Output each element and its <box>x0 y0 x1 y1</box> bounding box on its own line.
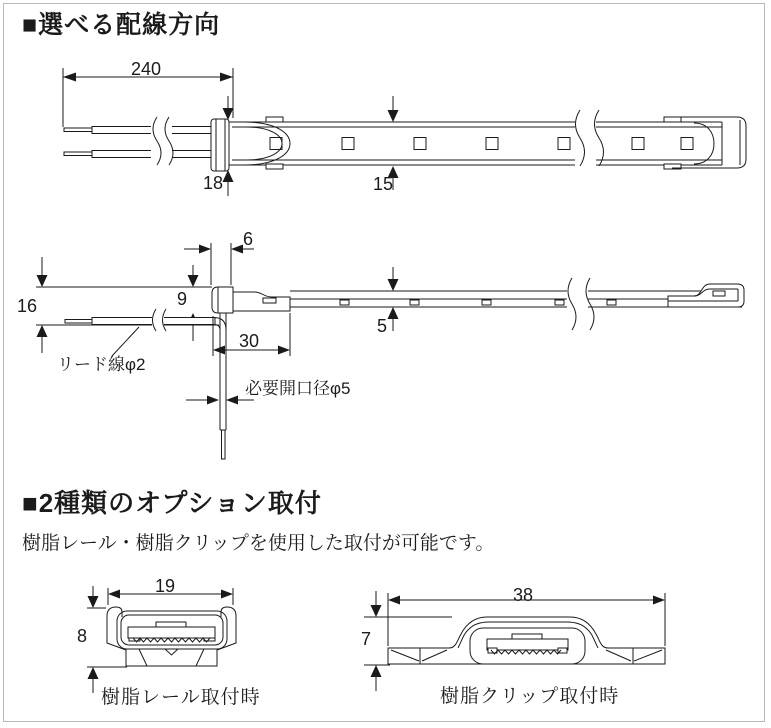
opening-label: 必要開口径φ5 <box>245 379 351 398</box>
connector-side-view <box>212 287 290 313</box>
dim-9-label: 9 <box>177 289 188 309</box>
section-heading-options: ■2種類のオプション取付 <box>22 488 322 518</box>
dim-30-label: 30 <box>239 331 260 351</box>
lead-wire-side-view <box>65 309 226 459</box>
led-strip-top-view <box>229 110 746 175</box>
end-cap-side-view <box>668 284 744 307</box>
side-view-drawing <box>36 243 744 459</box>
dim-9-lines <box>188 265 199 341</box>
led-chips-top-view <box>270 138 693 150</box>
section-heading-wiring: ■選べる配線方向 <box>22 11 221 39</box>
lead-wire-leader-line <box>112 327 139 356</box>
mounting-tabs-top-view <box>266 117 681 169</box>
top-view-drawing <box>63 68 746 196</box>
clip-caption: 樹脂クリップ取付時 <box>440 686 620 707</box>
lead-wire-label: リード線φ2 <box>57 355 146 374</box>
dim-8-label: 8 <box>77 626 88 646</box>
rail-profile <box>107 607 236 666</box>
rail-cross-section <box>87 586 236 693</box>
dim-38-label: 38 <box>513 585 534 605</box>
dim-16-label: 16 <box>17 296 38 316</box>
clip-cross-section <box>364 591 665 691</box>
dim-18-label: 18 <box>203 173 224 193</box>
dim-16-lines <box>37 257 48 353</box>
dim-7-label: 7 <box>361 629 372 649</box>
clip-profile <box>388 617 665 664</box>
dim-7-lines <box>364 591 452 691</box>
dim-19-label: 19 <box>155 576 176 596</box>
lead-wires-top-view <box>64 117 213 166</box>
options-description: 樹脂レール・樹脂クリップを使用した取付が可能です。 <box>22 533 495 554</box>
dim-240-label: 240 <box>131 59 162 79</box>
dim-6-label: 6 <box>243 229 254 249</box>
dim-5-label: 5 <box>377 316 388 336</box>
connector-top-view <box>211 119 229 171</box>
dim-15-label: 15 <box>373 174 394 194</box>
rail-caption: 樹脂レール取付時 <box>101 687 261 708</box>
led-strip-side-view <box>290 278 744 330</box>
